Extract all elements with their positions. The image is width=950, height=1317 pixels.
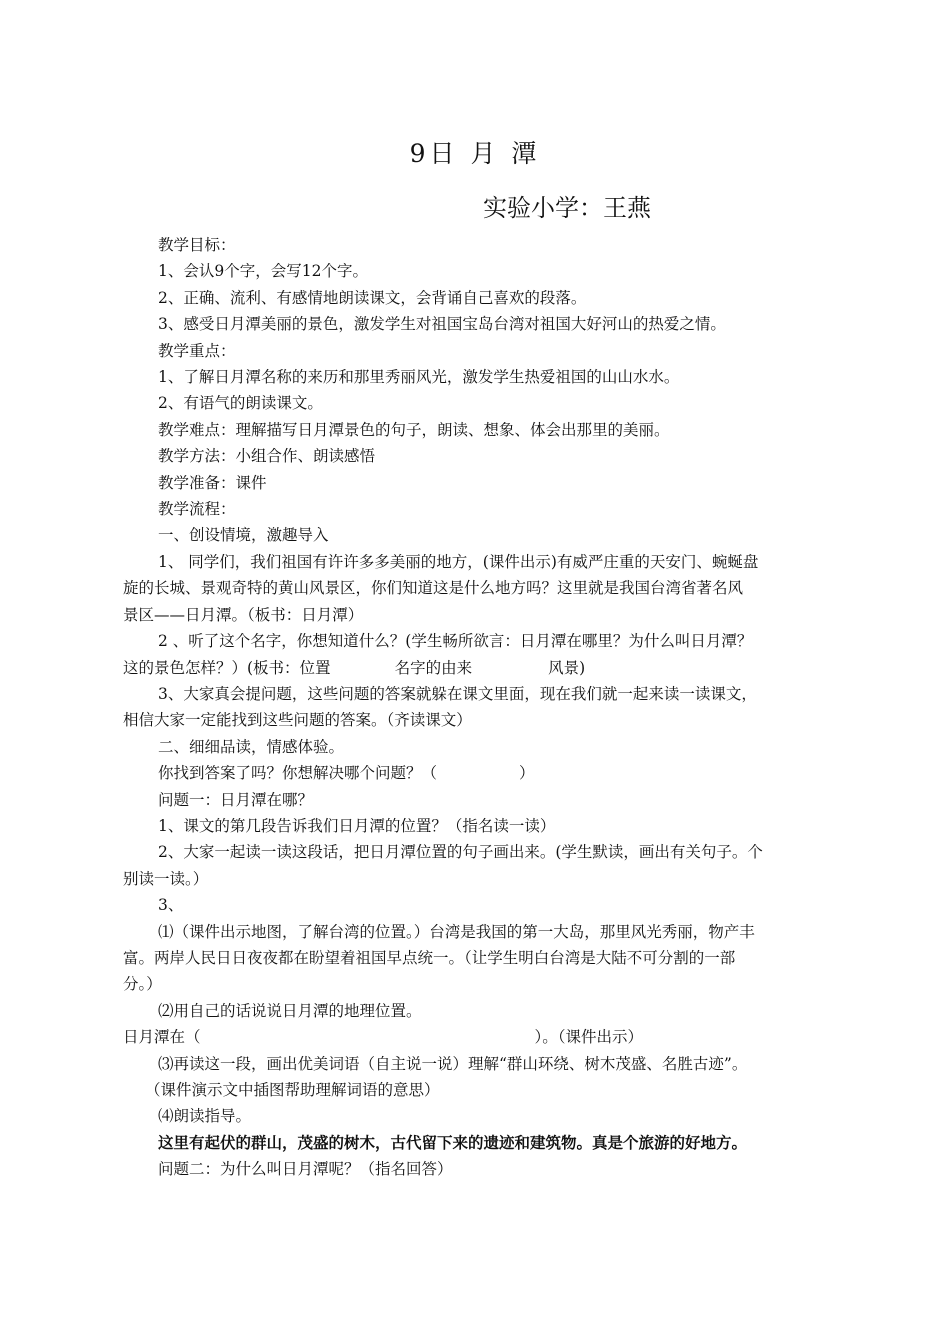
- document-body: [123, 232, 837, 1183]
- text-line: 3、: [158, 896, 184, 915]
- text-line: 相信大家一定能找到这些问题的答案。（齐读课文）: [123, 711, 472, 730]
- text-line: 3、大家真会提问题，这些问题的答案就躲在课文里面，现在我们就一起来读一读课文，: [158, 684, 757, 703]
- text-line-emphasis: 这里有起伏的群山，茂盛的树木，古代留下来的遗迹和建筑物。真是个旅游的好地方。: [158, 1132, 748, 1152]
- text-segment: 这的景色怎样？）(板书：位置: [123, 658, 331, 677]
- section-heading-key-points: 教学重点：: [158, 341, 236, 360]
- document-author: 实验小学：王燕: [483, 194, 651, 222]
- text-segment: ）: [519, 764, 535, 783]
- text-line: 一、创设情境，激趣导入: [158, 526, 329, 545]
- text-segment: ）。（课件出示）: [534, 1028, 644, 1047]
- text-line: 2、大家一起读一读这段话，把日月潭位置的句子画出来。(学生默读，画出有关句子。个: [158, 843, 763, 862]
- text-line-method: 教学方法：小组合作、朗读感悟: [158, 447, 376, 466]
- text-line: ⑷朗读指导。: [158, 1107, 252, 1126]
- section-heading-objectives: 教学目标：: [158, 236, 236, 254]
- text-line: 2、正确、流利、有感情地朗读课文，会背诵自己喜欢的段落。: [158, 288, 587, 307]
- text-segment: 你找到答案了吗？你想解决哪个问题？（: [158, 764, 438, 783]
- text-line: 1、会认9个字，会写12个字。: [158, 262, 368, 281]
- text-line: [123, 760, 837, 786]
- text-line: ⑴（课件出示地图，了解台湾的位置。）台湾是我国的第一大岛，那里风光秀丽，物产丰: [158, 922, 755, 941]
- text-line: （课件演示文中插图帮助理解词语的意思）: [145, 1081, 440, 1099]
- section-heading-process: 教学流程：: [158, 500, 236, 519]
- text-line: 二、细细品读，情感体验。: [158, 737, 345, 756]
- text-line: 1、了解日月潭名称的来历和那里秀丽风光，激发学生热爱祖国的山山水水。: [158, 368, 680, 387]
- text-line-preparation: 教学准备：课件: [158, 473, 267, 492]
- text-line: ⑵用自己的话说说日月潭的地理位置。: [158, 1001, 422, 1020]
- text-line: 问题一：日月潭在哪？: [158, 790, 314, 809]
- text-line: [123, 655, 837, 681]
- text-line: 景区——日月潭。（板书：日月潭）: [123, 605, 364, 624]
- text-line: 2 、听了这个名字，你想知道什么？(学生畅所欲言：日月潭在哪里？为什么叫日月潭？: [158, 632, 753, 651]
- text-line: 1、课文的第几段告诉我们日月潭的位置？（指名读一读）: [158, 816, 556, 835]
- text-segment: 日月潭在（: [123, 1028, 201, 1047]
- text-line: 2、有语气的朗读课文。: [158, 394, 323, 413]
- document-title: 9日 月 潭: [409, 139, 541, 168]
- text-line: 分。）: [123, 975, 162, 994]
- text-line-difficulty: 教学难点：理解描写日月潭景色的句子，朗读、想象、体会出那里的美丽。: [158, 420, 670, 439]
- text-line: [123, 1024, 837, 1050]
- text-line: 3、感受日月潭美丽的景色，激发学生对祖国宝岛台湾对祖国大好河山的热爱之情。: [158, 315, 726, 334]
- text-line: 1、 同学们，我们祖国有许许多多美丽的地方，(课件出示)有威严庄重的天安门、蜿蜒盘: [158, 552, 759, 571]
- text-line: ⑶再读这一段，画出优美词语（自主说一说）理解“群山环绕、树木茂盛、名胜古迹”。: [158, 1054, 748, 1073]
- text-line: 问题二：为什么叫日月潭呢？（指名回答）: [158, 1160, 453, 1179]
- text-line: 别读一读。）: [123, 869, 209, 888]
- text-line: 旋的长城、景观奇特的黄山风景区，你们知道这是什么地方吗？这里就是我国台湾省著名风: [123, 579, 744, 598]
- text-line: 富。两岸人民日日夜夜都在盼望着祖国早点统一。（让学生明白台湾是大陆不可分割的一部: [123, 948, 736, 967]
- text-segment: 名字的由来: [394, 658, 473, 677]
- text-segment: 风景): [548, 658, 586, 677]
